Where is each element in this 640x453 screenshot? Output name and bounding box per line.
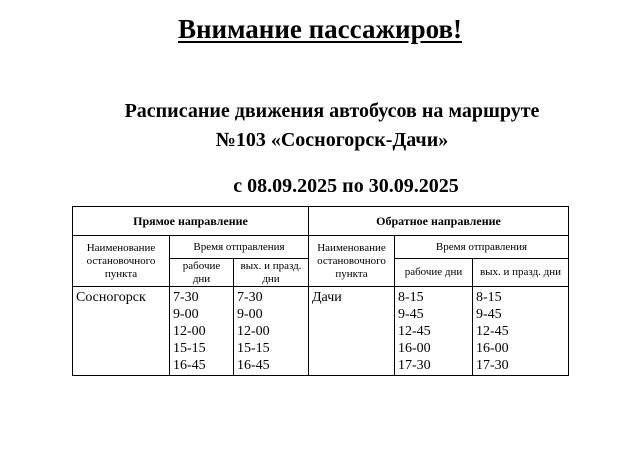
reverse-weekend-header: вых. и празд. дни bbox=[473, 259, 569, 287]
time-entry: 12-45 bbox=[398, 324, 431, 339]
time-entry: 17-30 bbox=[398, 358, 431, 373]
time-entry: 7-30 bbox=[173, 290, 199, 305]
schedule-title bbox=[12, 97, 640, 155]
time-entry: 9-45 bbox=[476, 307, 502, 322]
time-entry: 15-15 bbox=[173, 341, 206, 356]
schedule-title-line1: Расписание движения автобусов на маршруте bbox=[124, 100, 540, 122]
time-entry: 16-45 bbox=[237, 358, 270, 373]
forward-weekend-times bbox=[234, 287, 309, 376]
forward-stop: Сосногорск bbox=[73, 287, 170, 376]
time-entry: 8-15 bbox=[398, 290, 424, 305]
time-entry: 9-45 bbox=[398, 307, 424, 322]
forward-stop-name-header: Наименование остановочного пункта bbox=[73, 236, 170, 287]
time-entry: 12-00 bbox=[173, 324, 206, 339]
time-entry: 12-45 bbox=[476, 324, 509, 339]
time-entry: 16-00 bbox=[476, 341, 509, 356]
reverse-stop: Дачи bbox=[309, 287, 395, 376]
reverse-weekdays-header: рабочие дни bbox=[395, 259, 473, 287]
reverse-direction-header: Обратное направление bbox=[309, 207, 569, 236]
time-entry: 7-30 bbox=[237, 290, 263, 305]
forward-weekday-times bbox=[170, 287, 234, 376]
time-entry: 9-00 bbox=[237, 307, 263, 322]
forward-weekend-header: вых. и празд. дни bbox=[234, 259, 309, 287]
time-entry: 16-00 bbox=[398, 341, 431, 356]
forward-weekdays-header: рабочие дни bbox=[170, 259, 234, 287]
notice-title: Внимание пассажиров! bbox=[177, 14, 463, 44]
date-range: с 08.09.2025 по 30.09.2025 bbox=[233, 175, 459, 197]
schedule-table bbox=[72, 206, 569, 376]
reverse-weekday-times bbox=[395, 287, 473, 376]
time-entry: 9-00 bbox=[173, 307, 199, 322]
reverse-weekend-times bbox=[473, 287, 569, 376]
time-entry: 15-15 bbox=[237, 341, 270, 356]
schedule-title-line2: №103 «Сосногорск-Дачи» bbox=[215, 129, 449, 151]
time-entry: 17-30 bbox=[476, 358, 509, 373]
time-entry: 8-15 bbox=[476, 290, 502, 305]
time-entry: 12-00 bbox=[237, 324, 270, 339]
forward-direction-header: Прямое направление bbox=[73, 207, 309, 236]
reverse-stop-name-header: Наименование остановочного пункта bbox=[309, 236, 395, 287]
forward-departure-time-header: Время отправления bbox=[170, 236, 309, 259]
reverse-departure-time-header: Время отправления bbox=[395, 236, 569, 259]
time-entry: 16-45 bbox=[173, 358, 206, 373]
